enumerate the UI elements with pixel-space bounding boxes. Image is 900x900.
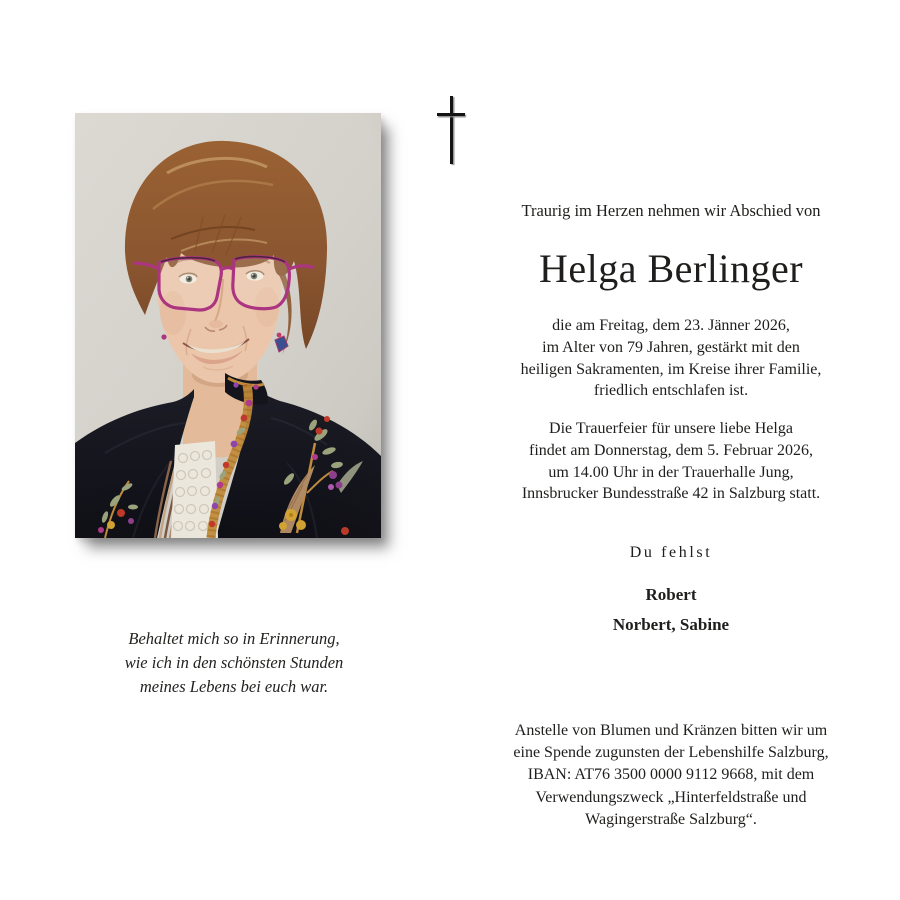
donation-note (451, 720, 891, 831)
mourner-name: Robert (645, 585, 697, 604)
deceased-name: Helga Berlinger (538, 246, 804, 291)
donation-line: Wagingerstraße Salzburg“. (585, 810, 757, 828)
mourner-names: Norbert, Sabine (612, 615, 730, 634)
donation-line: Anstelle von Blumen und Kränzen bitten wir um (514, 722, 828, 739)
memorial-quote (74, 627, 394, 699)
service-details (451, 418, 891, 505)
cross-horizontal-bar (437, 113, 465, 116)
death-details-line: heiligen Sakramenten, im Kreise ihrer Familie, (520, 360, 822, 378)
service-details-line: Innsbrucker Bundesstraße 42 in Salzburg statt. (521, 485, 821, 503)
death-details-line: die am Freitag, dem 23. Jänner 2026, (552, 317, 790, 334)
service-details-line: Die Trauerfeier für unsere liebe Helga (549, 420, 793, 437)
cross-icon (436, 96, 466, 164)
service-details-line: um 14.00 Uhr in der Trauerhalle Jung, (548, 463, 794, 481)
death-details (451, 315, 891, 402)
quote-line: Behaltet mich so in Erinnerung, (128, 629, 340, 648)
death-details-line: friedlich entschlafen ist. (593, 382, 749, 400)
quote-line: meines Lebens bei euch war. (139, 677, 329, 696)
donation-line: eine Spende zugunsten der Lebenshilfe Salzburg, (513, 744, 829, 762)
death-details-line: im Alter von 79 Jahren, gestärkt mit den (542, 338, 800, 356)
announcement-column (451, 0, 891, 900)
photo-vignette (75, 113, 381, 538)
farewell-line: Du fehlst (629, 544, 713, 561)
donation-line: Verwendungszweck „Hinterfeldstraße und (535, 788, 807, 806)
intro-line: Traurig im Herzen nehmen wir Abschied von (521, 201, 821, 220)
donation-line: IBAN: AT76 3500 0000 9112 9668, mit dem (527, 766, 815, 784)
portrait-photo (75, 113, 381, 538)
quote-line: wie ich in den schönsten Stunden (124, 653, 344, 672)
service-details-line: findet am Donnerstag, dem 5. Februar 2026, (529, 441, 813, 459)
portrait-illustration (75, 113, 381, 538)
cross-vertical-bar (450, 96, 453, 164)
